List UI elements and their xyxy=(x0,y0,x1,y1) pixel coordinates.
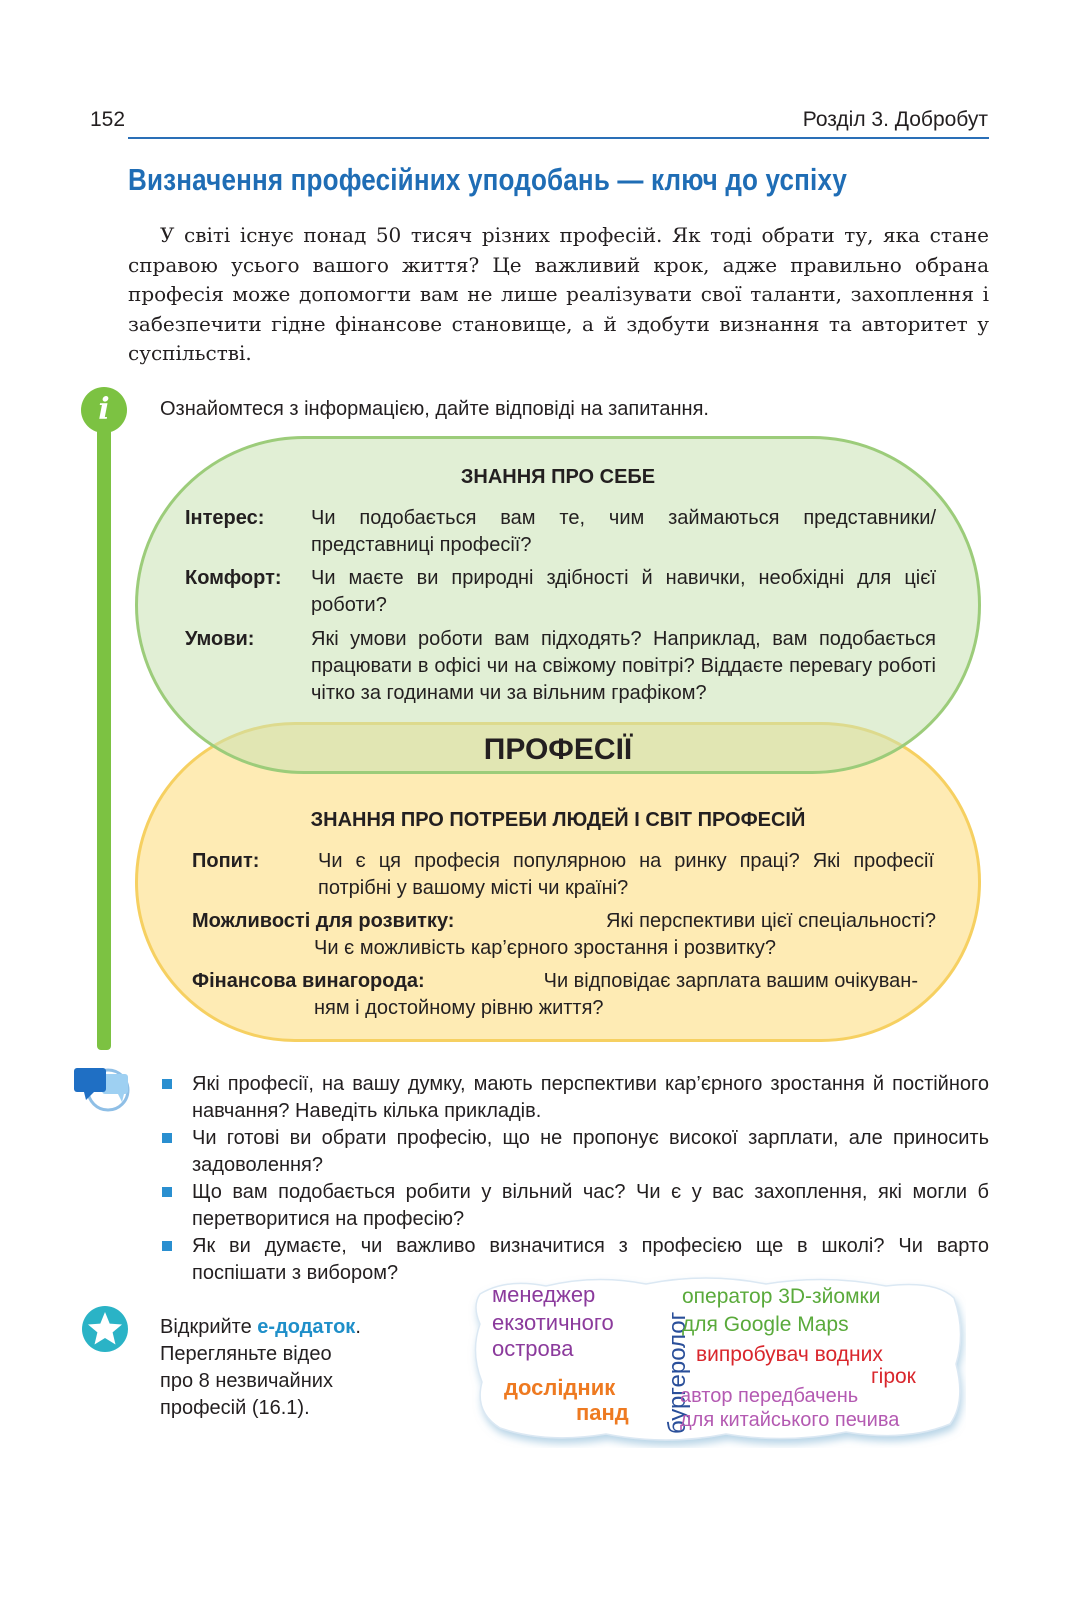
page-number: 152 xyxy=(90,108,126,131)
word-operator: оператор 3D-зйомки xyxy=(682,1285,881,1308)
e-supplement-line-4: професій (16.1). xyxy=(160,1397,310,1419)
e-supplement-suffix: . xyxy=(355,1316,361,1338)
conditions-text: Які умови роботи вам підходять? Наприклад, вам подобається працювати в офісі чи на свіжому повітрі? Віддаєте перевагу роботі чітко за годинами чи за вільним графіком? xyxy=(311,628,936,704)
demand-label: Попит: xyxy=(192,850,260,872)
section-title: Розділ 3. Добробут xyxy=(802,108,988,131)
e-supplement-line-3: про 8 незвичайних xyxy=(160,1370,333,1392)
reward-text-2: ням і достойному рівню життя? xyxy=(314,997,604,1019)
question-item: Як ви думаєте, чи важливо визначитися з професією ще в школі? Чи варто поспішати з вибором? xyxy=(160,1233,989,1287)
self-knowledge-title: ЗНАННЯ ПРО СЕБЕ xyxy=(460,466,656,488)
word-cookies: для китайського печива xyxy=(680,1409,900,1431)
reward-row xyxy=(192,968,918,1022)
reward-label: Фінансова винагорода: xyxy=(192,970,425,992)
comfort-text: Чи маєте ви природні здібності й навички, необхідні для цієї роботи? xyxy=(311,567,936,616)
development-text: Які перспективи цієї спеціальності? xyxy=(605,910,936,932)
interest-label: Інтерес: xyxy=(185,507,265,529)
page-heading: Визначення професійних уподобань — ключ до успіху xyxy=(128,162,848,197)
e-supplement-link[interactable]: е-додаток xyxy=(257,1316,356,1338)
conditions-label: Умови: xyxy=(185,628,255,650)
discussion-icon xyxy=(72,1060,130,1114)
reward-text: Чи відповідає зарплата вашим очікуван- xyxy=(543,970,918,992)
e-supplement-star-icon xyxy=(80,1304,130,1354)
instruction-text: Ознайомтеся з інформацією, дайте відповіді на запитання. xyxy=(160,398,709,420)
questions-list xyxy=(160,1071,989,1287)
development-row xyxy=(192,908,936,962)
info-bar xyxy=(97,418,111,1050)
comfort-label: Комфорт: xyxy=(185,567,282,589)
word-google-maps: для Google Maps xyxy=(682,1313,849,1336)
word-tester: випробувач водних xyxy=(696,1343,883,1366)
word-pandas: панд xyxy=(576,1400,629,1425)
word-author: автор передбачень xyxy=(680,1385,859,1407)
word-slides: гірок xyxy=(871,1365,916,1388)
word-cloud xyxy=(466,1272,966,1448)
question-item: Чи готові ви обрати професію, що не пропонує високої зарплати, але приносить задоволення? xyxy=(160,1125,989,1179)
info-icon: i xyxy=(81,387,127,433)
intro-paragraph: У світі існує понад 50 тисяч різних професій. Як тоді обрати ту, яка стане справою усього вашого життя? Це важливий крок, адже правильно обрана професія може допомогти вам не лише реалізувати свої таланти, захоплення і забезпечити гідне фінансове становище, а й здобути визнання та авторитет у суспільстві. xyxy=(128,223,989,366)
development-text-2: Чи є можливість кар’єрного зростання і розвитку? xyxy=(314,937,777,959)
needs-knowledge-title: ЗНАННЯ ПРО ПОТРЕБИ ЛЮДЕЙ І СВІТ ПРОФЕСІЙ xyxy=(310,809,806,831)
word-island: острова xyxy=(492,1336,574,1361)
development-label: Можливості для розвитку: xyxy=(192,910,455,932)
word-researcher: дослідник xyxy=(504,1375,616,1400)
word-manager: менеджер xyxy=(492,1282,596,1307)
interest-text: Чи подобається вам те, чим займаються представники/представниці професії? xyxy=(311,507,936,556)
e-supplement-text xyxy=(160,1314,361,1422)
header-rule xyxy=(128,137,989,139)
question-item: Що вам подобається робити у вільний час? Чи є у вас захоплення, які могли б перетворитися на професію? xyxy=(160,1179,989,1233)
e-supplement-line-2: Перегляньте відео xyxy=(160,1343,332,1365)
word-exotic: екзотичного xyxy=(492,1310,614,1335)
question-item: Які професії, на вашу думку, мають перспективи кар’єрного зростання й постійного навчання? Наведіть кілька прикладів. xyxy=(160,1071,989,1125)
professions-label: ПРОФЕСІЇ xyxy=(483,733,633,766)
e-supplement-prefix: Відкрийте xyxy=(160,1316,258,1338)
demand-text: Чи є ця професія популярною на ринку праці? Які професії потрібні у вашому місті чи країні? xyxy=(318,850,934,899)
word-burgerologist: бургеролог xyxy=(664,1311,691,1434)
